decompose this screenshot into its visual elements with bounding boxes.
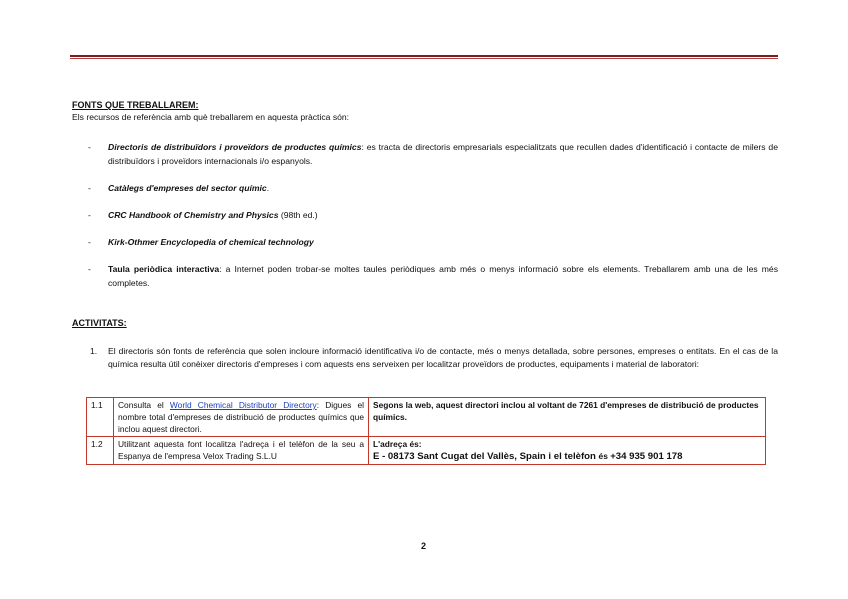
- answer-phone: +34 935 901 178: [610, 451, 683, 462]
- section-heading-activitats: ACTIVITATS:: [72, 318, 127, 328]
- list-dash: -: [88, 210, 91, 220]
- question-text: Consulta el: [118, 400, 170, 410]
- list-item: [88, 262, 778, 290]
- answer-text-rest: d'empreses de distribució de productes químics.: [373, 400, 759, 422]
- question-text-rest: : Digues el nombre total d'empreses de distribució de productes químics que inclou aquest directori.: [118, 400, 364, 434]
- point-text: El directoris són fonts de referència que solen incloure informació identificativa i/o de contacte, més o menys detallada, sobre persones, empreses o entitats. En el cas de la química resulta útil conèixer directoris d'empreses i com aquests ens serveixen per localitzar proveïdors de productes, equipaments i material de laboratori:: [108, 346, 778, 369]
- answer-cell: [369, 437, 766, 465]
- section-heading-fonts: FONTS QUE TREBALLAREM:: [72, 100, 199, 110]
- list-item: [88, 140, 778, 168]
- question-cell: [114, 437, 369, 465]
- directory-link[interactable]: World Chemical Distributor Directory: [169, 400, 317, 410]
- list-item: [88, 181, 778, 195]
- list-item: [88, 208, 778, 222]
- row-number: 1.2: [87, 437, 114, 465]
- answer-address: E - 08173 Sant Cugat del Vallès, Spain i el telèfon: [373, 451, 599, 462]
- list-item-title: Kirk-Othmer Encyclopedia of chemical technology: [108, 237, 314, 247]
- answer-phone-prefix: és: [598, 451, 611, 461]
- list-item-text: .: [266, 183, 270, 193]
- point-number: 1.: [90, 346, 98, 356]
- list-item-title: Catàlegs d'empreses del sector químic: [108, 183, 267, 193]
- list-item-text: : a Internet poden trobar-se moltes taules periòdiques amb més o menys informació sobre els elements. Treballarem amb una de les més completes.: [108, 264, 778, 288]
- page-number: 2: [421, 541, 427, 551]
- table-row: [87, 437, 766, 465]
- answer-number: 7261: [579, 400, 598, 410]
- list-dash: -: [88, 237, 91, 247]
- question-text: Utilitzant aquesta font localitza l'adreça i el telèfon de la seu a Espanya de l'empresa Velox Trading S.L.U: [118, 439, 364, 461]
- list-dash: -: [88, 264, 91, 274]
- question-cell: [114, 398, 369, 437]
- list-item-text: (98th ed.): [278, 210, 318, 220]
- header-rule: [70, 55, 778, 57]
- answer-label: L'adreça és:: [373, 439, 422, 449]
- header-rule-thin: [70, 58, 778, 59]
- list-item-title: Directoris de distribuïdors i proveïdors de productes químics: [108, 142, 362, 152]
- table-row: [87, 398, 766, 437]
- answer-cell: [369, 398, 766, 437]
- row-number: 1.1: [87, 398, 114, 437]
- answer-text: Segons la web, aquest directori inclou al voltant de: [373, 400, 580, 410]
- section-intro: Els recursos de referència amb què treballarem en aquesta pràctica són:: [72, 112, 350, 122]
- list-item-title: Taula periòdica interactiva: [108, 264, 220, 274]
- list-item-title: CRC Handbook of Chemistry and Physics: [108, 210, 279, 220]
- list-item-text: : es tracta de directoris empresarials especialitzats que recullen dades d'identificació i contacte de milers de distribuïdors i proveïdors internacionals i/o espanyols.: [108, 142, 778, 166]
- list-item: [88, 235, 778, 249]
- list-dash: -: [88, 142, 91, 152]
- activities-table: [86, 397, 766, 465]
- list-dash: -: [88, 183, 91, 193]
